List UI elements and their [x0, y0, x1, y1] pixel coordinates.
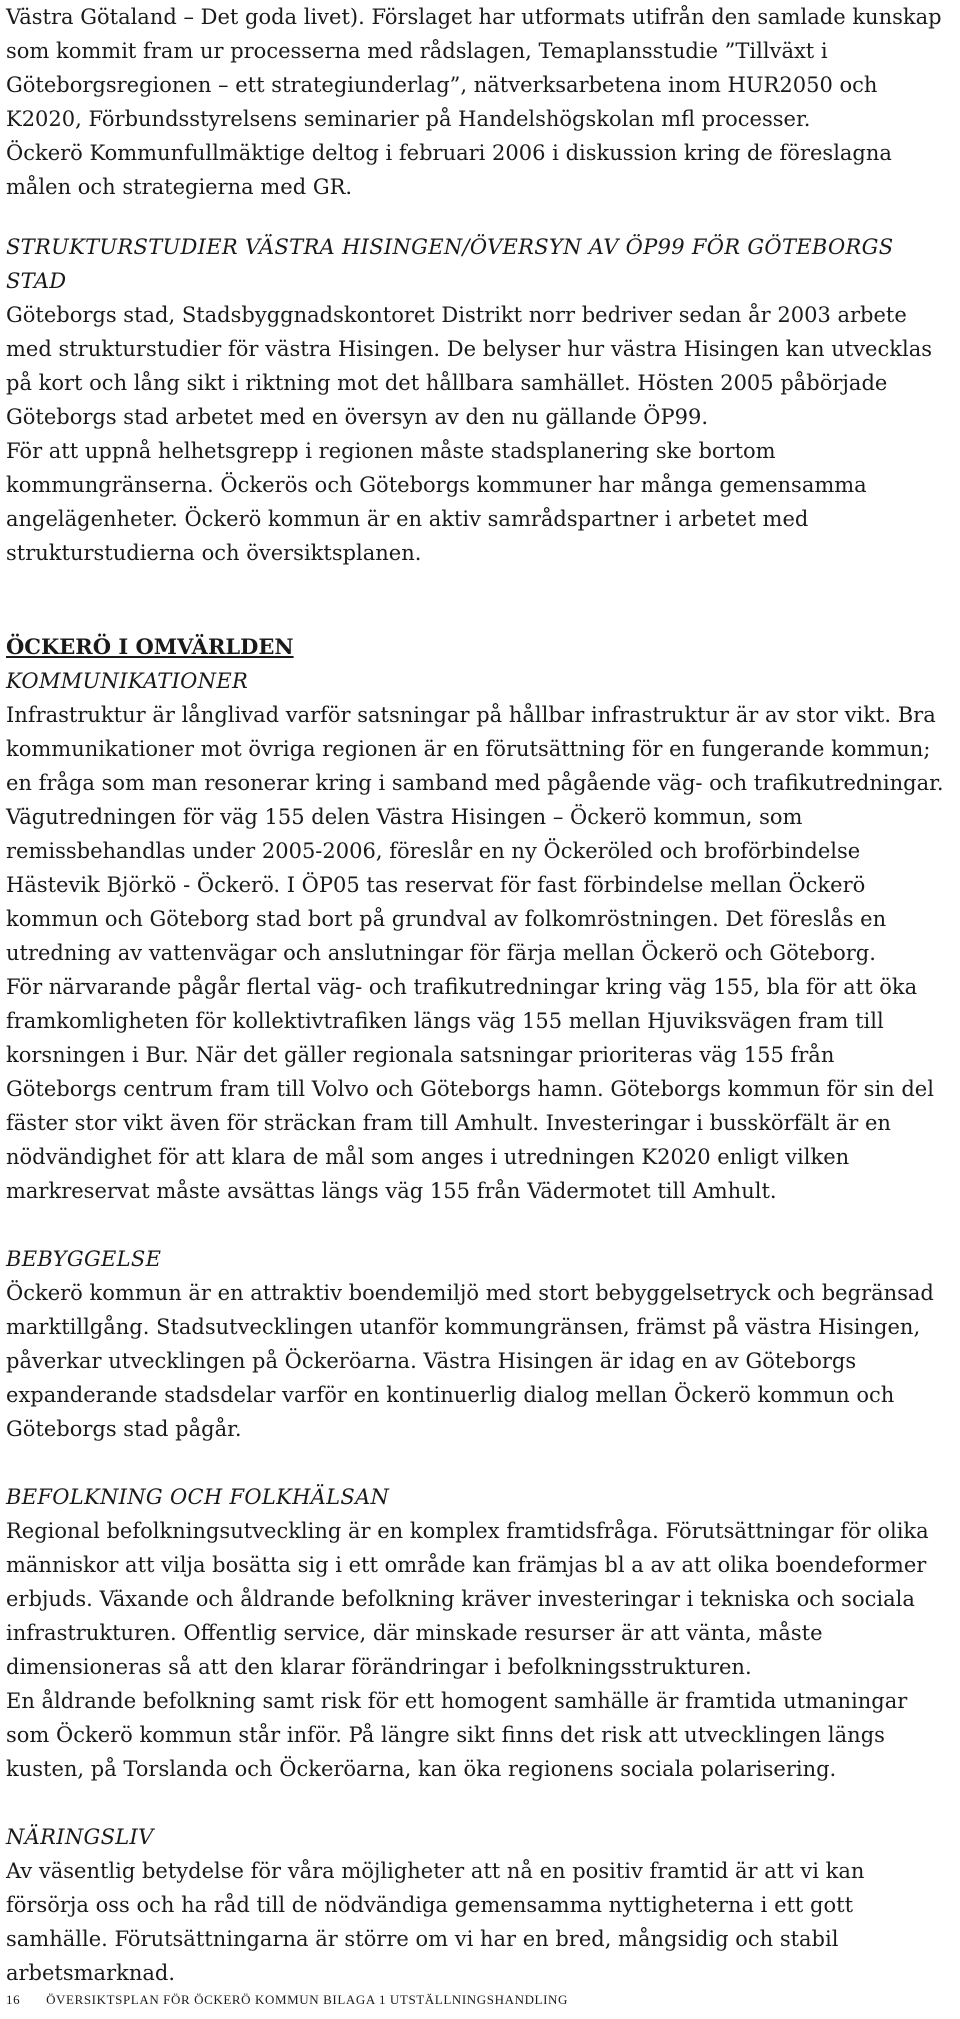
kommunikationer-paragraph-2: För närvarande pågår flertal väg- och trafikutredningar kring väg 155, bla för att öka framkomligheten för kollektivtrafiken längs väg 155 mellan Hjuviksvägen fram till korsningen i Bur. När det gäller regionala satsningar prioriteras väg 155 från Göteborgs centrum fram till Volvo och Göteborgs hamn. Göteborgs kommun för sin del fäster stor vikt även för sträckan fram till Amhult. Investeringar i busskörfält är en nödvändighet för att klara de mål som anges i utredningen K2020 enligt vilken markreservat måste avsättas längs väg 155 från Vädermotet till Amhult.: [6, 975, 934, 1203]
struktur-heading: STRUKTURSTUDIER VÄSTRA HISINGEN/ÖVERSYN AV ÖP99 FÖR GÖTEBORGS STAD: [6, 235, 894, 293]
page-number: 16: [6, 1992, 21, 2007]
struktur-paragraph-1: Göteborgs stad, Stadsbyggnadskontoret Distrikt norr bedriver sedan år 2003 arbete med strukturstudier för västra Hisingen. De belyser hur västra Hisingen kan utvecklas på kort och lång sikt i riktning mot det hållbara samhället. Hösten 2005 påbörjade Göteborgs stad arbetet med en översyn av den nu gällande ÖP99.: [6, 303, 932, 429]
omvarlden-section: [6, 630, 948, 1990]
bebyggelse-heading: BEBYGGELSE: [6, 1247, 162, 1271]
bebyggelse-paragraph: Öckerö kommun är en attraktiv boendemiljö med stort bebyggelsetryck och begränsad marktillgång. Stadsutvecklingen utanför kommungränsen, främst på västra Hisingen, påverkar utvecklingen på Öckeröarna. Västra Hisingen är idag en av Göteborgs expanderande stadsdelar varför en kontinuerlig dialog mellan Öckerö kommun och Göteborgs stad pågår.: [6, 1281, 934, 1441]
befolkning-paragraph-1: Regional befolkningsutveckling är en komplex framtidsfråga. Förutsättningar för olika människor att vilja bosätta sig i ett område kan främjas bl a av att olika boendeformer erbjuds. Växande och åldrande befolkning kräver investeringar i tekniska och sociala infrastrukturen. Offentlig service, där minskade resurser är att vänta, måste dimensioneras så att den klarar förändringar i befolkningsstrukturen.: [6, 1519, 929, 1679]
befolkning-paragraph-2: En åldrande befolkning samt risk för ett homogent samhälle är framtida utmaningar som Öckerö kommun står inför. På längre sikt finns det risk att utvecklingen längs kusten, på Torslanda och Öckeröarna, kan öka regionens sociala polarisering.: [6, 1689, 908, 1781]
kommunikationer-paragraph-1: Infrastruktur är långlivad varför satsningar på hållbar infrastruktur är av stor vikt. Bra kommunikationer mot övriga regionen är en förutsättning för en fungerande kommun; en fråga som man resonerar kring i samband med pågående väg- och trafikutredningar. Vägutredningen för väg 155 delen Västra Hisingen – Öckerö kommun, som remissbehandlas under 2005-2006, föreslår en ny Öckeröled och broförbindelse Hästevik Björkö - Öckerö. I ÖP05 tas reservat för fast förbindelse mellan Öckerö kommun och Göteborg stad bort på grundval av folkomröstningen. Det föreslås en utredning av vattenvägar och anslutningar för färja mellan Öckerö och Göteborg.: [6, 703, 944, 965]
page-footer: [6, 1992, 568, 2008]
intro-paragraph: Västra Götaland – Det goda livet). Förslaget har utformats utifrån den samlade kunskap som kommit fram ur processerna med rådslagen, Temaplansstudie ”Tillväxt i Göteborgsregionen – ett strategiunderlag”, nätverksarbetena inom HUR2050 och K2020, Förbundsstyrelsens seminarier på Handelshögskolan mfl processer.: [6, 5, 942, 131]
befolkning-heading: BEFOLKNING OCH FOLKHÄLSAN: [6, 1485, 390, 1509]
struktur-paragraph-2: För att uppnå helhetsgrepp i regionen måste stadsplanering ske bortom kommungränserna. Öckerös och Göteborgs kommuner har många gemensamma angelägenheter. Öckerö kommun är en aktiv samrådspartner i arbetet med strukturstudierna och översiktsplanen.: [6, 439, 867, 565]
footer-text: ÖVERSIKTSPLAN FÖR ÖCKERÖ KOMMUN BILAGA 1 UTSTÄLLNINGSHANDLING: [46, 1992, 569, 2007]
naringsliv-heading: NÄRINGSLIV: [6, 1825, 154, 1849]
naringsliv-paragraph: Av väsentlig betydelse för våra möjligheter att nå en positiv framtid är att vi kan försörja oss och ha råd till de nödvändiga gemensamma nyttigheterna i ett gott samhälle. Förutsättningarna är större om vi har en bred, mångsidig och stabil arbetsmarknad.: [6, 1859, 865, 1985]
section-title: ÖCKERÖ I OMVÄRLDEN: [6, 634, 294, 659]
intro-block: [6, 0, 948, 204]
struktur-section: [6, 230, 948, 570]
kommunikationer-heading: KOMMUNIKATIONER: [6, 669, 249, 693]
intro-paragraph-2: Öckerö Kommunfullmäktige deltog i februari 2006 i diskussion kring de föreslagna målen och strategierna med GR.: [6, 141, 892, 199]
